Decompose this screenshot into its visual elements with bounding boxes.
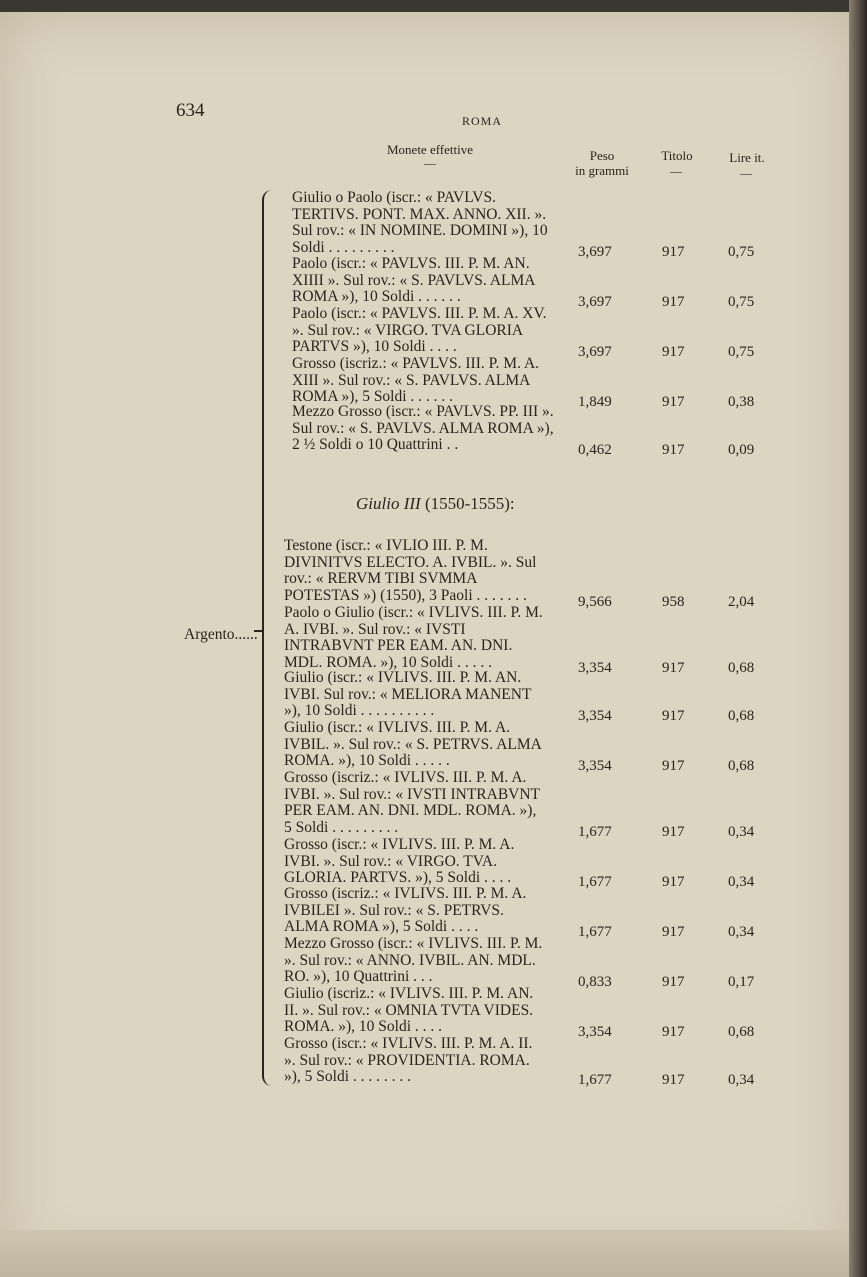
giulio-iii-entry-fineness: 917 bbox=[662, 660, 685, 676]
giulio-iii-entry-lire: 0,17 bbox=[728, 974, 755, 990]
giulio-iii-entry-text: Paolo o Giulio (iscr.: « IVLIVS. III. P. M. A. IVBI. ». Sul rov.: « IVSTI INTRABVNT PER EAM. AN. DNI. MDL. ROMA. »), 10 Soldi . . . . . bbox=[284, 604, 543, 671]
col-coins: Monete effettive bbox=[386, 142, 474, 157]
col-title: Titolo bbox=[661, 148, 693, 163]
col-lire: Lire it. bbox=[729, 150, 765, 165]
col-coins-dash: — bbox=[424, 156, 436, 170]
giulio-iii-entry-lire: 0,34 bbox=[728, 874, 755, 890]
giulio-iii-entry-fineness: 917 bbox=[662, 924, 685, 940]
giulio-iii-entry-text: Grosso (iscr.: « IVLIVS. III. P. M. A. II. ». Sul rov.: « PROVIDENTIA. ROMA. »), 5 Soldi . . . . . . . . bbox=[284, 1035, 533, 1085]
paolo-iii-entry-weight: 3,697 bbox=[578, 244, 612, 260]
giulio-iii-entry-fineness: 958 bbox=[662, 594, 685, 610]
giulio-iii-entry-weight: 1,677 bbox=[578, 824, 612, 840]
giulio-iii-entry-fineness: 917 bbox=[662, 758, 685, 774]
paolo-iii-entry-lire: 0,09 bbox=[728, 442, 755, 458]
section-years: (1550-1555): bbox=[424, 494, 515, 513]
giulio-iii-entry-weight: 9,566 bbox=[578, 594, 612, 610]
giulio-iii-entry-text: Giulio (iscr.: « IVLIVS. III. P. M. AN. IVBI. Sul rov.: « MELIORA MANENT »), 10 Soldi . . . . . . . . . . bbox=[284, 669, 532, 719]
giulio-iii-entry-weight: 0,833 bbox=[578, 974, 612, 990]
running-header: ROMA bbox=[462, 114, 503, 128]
paolo-iii-entry-text: Paolo (iscr.: « PAVLVS. III. P. M. A. XV. ». Sul rov.: « VIRGO. TVA GLORIA PARTVS »), 10 Soldi . . . . bbox=[292, 305, 547, 355]
giulio-iii-entry-weight: 3,354 bbox=[578, 708, 612, 724]
giulio-iii-entry-text: Mezzo Grosso (iscr.: « IVLIVS. III. P. M. ». Sul rov.: « ANNO. IVBIL. AN. MDL. RO. »), 10 Quattrini . . . bbox=[284, 935, 543, 985]
giulio-iii-entry-fineness: 917 bbox=[662, 1024, 685, 1040]
paolo-iii-entry-fineness: 917 bbox=[662, 344, 685, 360]
giulio-iii-entry-lire: 0,34 bbox=[728, 1072, 755, 1088]
paolo-iii-entry-lire: 0,75 bbox=[728, 294, 755, 310]
giulio-iii-entry-text: Grosso (iscriz.: « IVLIVS. III. P. M. A. IVBILEI ». Sul rov.: « S. PETRVS. ALMA ROMA »), 5 Soldi . . . . bbox=[284, 885, 527, 935]
giulio-iii-entry-fineness: 917 bbox=[662, 974, 685, 990]
giulio-iii-entry-lire: 0,68 bbox=[728, 708, 755, 724]
giulio-iii-entry-text: Grosso (iscr.: « IVLIVS. III. P. M. A. IVBI. ». Sul rov.: « VIRGO. TVA. GLORIA. PARTVS. »), 5 Soldi . . . . bbox=[284, 836, 515, 886]
metal-brace bbox=[262, 190, 278, 1086]
giulio-iii-entry-text: Testone (iscr.: « IVLIO III. P. M. DIVINITVS ELECTO. A. IVBIL. ». Sul rov.: « RERVM TIBI SVMMA POTESTAS ») (1550), 3 Paoli . . . . . . . bbox=[284, 537, 537, 604]
giulio-iii-entry-weight: 3,354 bbox=[578, 758, 612, 774]
giulio-iii-entry-text: Giulio (iscr.: « IVLIVS. III. P. M. A. IVBIL. ». Sul rov.: « S. PETRVS. ALMA ROMA. »), 10 Soldi . . . . . bbox=[284, 719, 541, 769]
paolo-iii-entry-fineness: 917 bbox=[662, 394, 685, 410]
giulio-iii-entry-weight: 1,677 bbox=[578, 874, 612, 890]
page-stack-edge bbox=[0, 1230, 867, 1277]
giulio-iii-entry-lire: 0,68 bbox=[728, 660, 755, 676]
giulio-iii-entry-lire: 0,34 bbox=[728, 924, 755, 940]
giulio-iii-entry-fineness: 917 bbox=[662, 1072, 685, 1088]
paolo-iii-entry-fineness: 917 bbox=[662, 442, 685, 458]
col-weight: Peso in grammi bbox=[575, 148, 629, 178]
paolo-iii-entry-lire: 0,75 bbox=[728, 244, 755, 260]
giulio-iii-entry-fineness: 917 bbox=[662, 874, 685, 890]
giulio-iii-entry-weight: 1,677 bbox=[578, 1072, 612, 1088]
paolo-iii-entry-lire: 0,75 bbox=[728, 344, 755, 360]
page-number: 634 bbox=[176, 100, 205, 121]
paolo-iii-entry-weight: 3,697 bbox=[578, 294, 612, 310]
paolo-iii-entry-lire: 0,38 bbox=[728, 394, 755, 410]
paolo-iii-entry-text: Grosso (iscriz.: « PAVLVS. III. P. M. A. XIII ». Sul rov.: « S. PAVLVS. ALMA ROMA »), 5 Soldi . . . . . . bbox=[292, 355, 540, 405]
section-pope: Giulio III bbox=[356, 494, 421, 513]
metal-label: Argento...... bbox=[184, 626, 258, 643]
giulio-iii-entry-lire: 0,34 bbox=[728, 824, 755, 840]
giulio-iii-entry-weight: 3,354 bbox=[578, 1024, 612, 1040]
paolo-iii-entry-weight: 3,697 bbox=[578, 344, 612, 360]
section-heading bbox=[356, 494, 515, 514]
giulio-iii-entry-lire: 0,68 bbox=[728, 758, 755, 774]
giulio-iii-entry-fineness: 917 bbox=[662, 824, 685, 840]
giulio-iii-entry-weight: 3,354 bbox=[578, 660, 612, 676]
paolo-iii-entry-weight: 0,462 bbox=[578, 442, 612, 458]
paolo-iii-entry-text: Mezzo Grosso (iscr.: « PAVLVS. PP. III ». Sul rov.: « S. PAVLVS. ALMA ROMA »), 2 ½ Soldi o 10 Quattrini . . bbox=[292, 403, 554, 453]
paolo-iii-entry-text: Paolo (iscr.: « PAVLVS. III. P. M. AN. XIIII ». Sul rov.: « S. PAVLVS. ALMA ROMA »), 10 Soldi . . . . . . bbox=[292, 255, 535, 305]
binding-edge bbox=[849, 0, 867, 1277]
giulio-iii-entry-fineness: 917 bbox=[662, 708, 685, 724]
giulio-iii-entry-text: Giulio (iscriz.: « IVLIVS. III. P. M. AN. II. ». Sul rov.: « OMNIA TVTA VIDES. ROMA. »), 10 Soldi . . . . bbox=[284, 985, 534, 1035]
giulio-iii-entry-weight: 1,677 bbox=[578, 924, 612, 940]
col-title-dash: — bbox=[670, 164, 682, 178]
giulio-iii-entry-lire: 2,04 bbox=[728, 594, 755, 610]
paolo-iii-entry-weight: 1,849 bbox=[578, 394, 612, 410]
col-lire-dash: — bbox=[740, 166, 752, 180]
paolo-iii-entry-text: Giulio o Paolo (iscr.: « PAVLVS. TERTIVS. PONT. MAX. ANNO. XII. ». Sul rov.: « IN NOMINE. DOMINI »), 10 Soldi . . . . . . . . . bbox=[292, 189, 548, 256]
giulio-iii-entry-lire: 0,68 bbox=[728, 1024, 755, 1040]
giulio-iii-entry-text: Grosso (iscriz.: « IVLIVS. III. P. M. A. IVBI. ». Sul rov.: « IVSTI INTRABVNT PER EAM. AN. DNI. MDL. ROMA. »), 5 Soldi . . . . . . . . . bbox=[284, 769, 540, 836]
paolo-iii-entry-fineness: 917 bbox=[662, 294, 685, 310]
paolo-iii-entry-fineness: 917 bbox=[662, 244, 685, 260]
